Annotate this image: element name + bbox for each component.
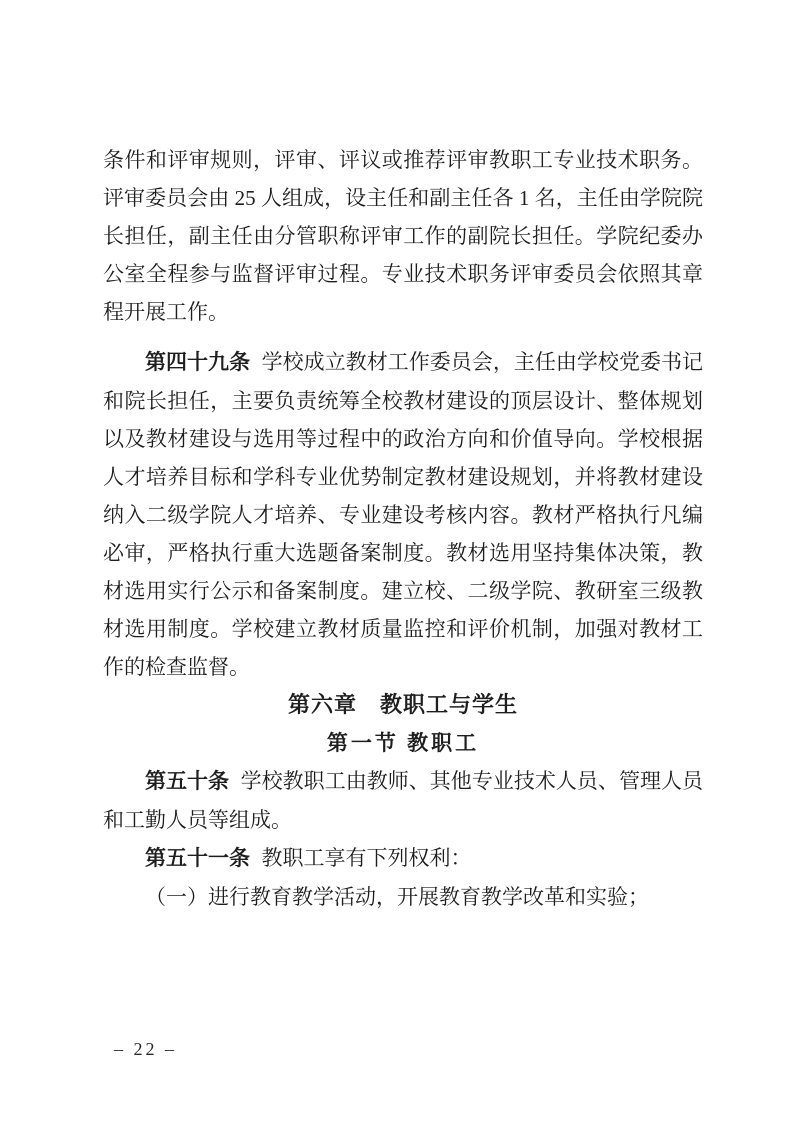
article-51-text: 教职工享有下列权利：: [261, 846, 472, 870]
article-50-paragraph: [103, 762, 703, 839]
paragraph-text: 条件和评审规则，评审、评议或推荐评审教职工专业技术职务。评审委员会由 25 人组成，设主任和副主任各 1 名，主任由学院院长担任，副主任由分管职称评审工作的副院长担任。学院纪委办公室全程参与监督评审过程。专业技术职务评审委员会依照其章程开展工作。: [103, 148, 703, 324]
paragraph-continuation: [103, 141, 703, 331]
article-49-lead: 第四十九条: [145, 351, 251, 374]
article-51-paragraph: [103, 839, 703, 878]
article-49-paragraph: [103, 343, 703, 686]
list-item-1: [103, 878, 703, 916]
list-item-1-text: （一）进行教育教学活动，开展教育教学改革和实验；: [145, 885, 649, 909]
section-heading: 第一节 教职工: [326, 731, 480, 755]
chapter-heading: 第六章 教职工与学生: [287, 692, 518, 717]
article-51-lead: 第五十一条: [145, 847, 250, 870]
article-50-lead: 第五十条: [145, 770, 230, 793]
article-49-text: 学校成立教材工作委员会，主任由学校党委书记和院长担任，主要负责统筹全校教材建设的顶层设计、整体规划以及教材建设与选用等过程中的政治方向和价值导向。学校根据人才培养目标和学科专业优势制定教材建设规划，并将教材建设纳入二级学院人才培养、专业建设考核内容。教材严格执行凡编必审，严格执行重大选题备案制度。教材选用坚持集体决策，教材选用实行公示和备案制度。建立校、二级学院、教研室三级教材选用制度。学校建立教材质量监控和评价机制，加强对教材工作的检查监督。: [103, 350, 704, 679]
page-number: – 22 –: [114, 1039, 177, 1059]
document-content: [103, 141, 703, 916]
article-50-text: 学校教职工由教师、其他专业技术人员、管理人员和工勤人员等组成。: [103, 769, 704, 832]
